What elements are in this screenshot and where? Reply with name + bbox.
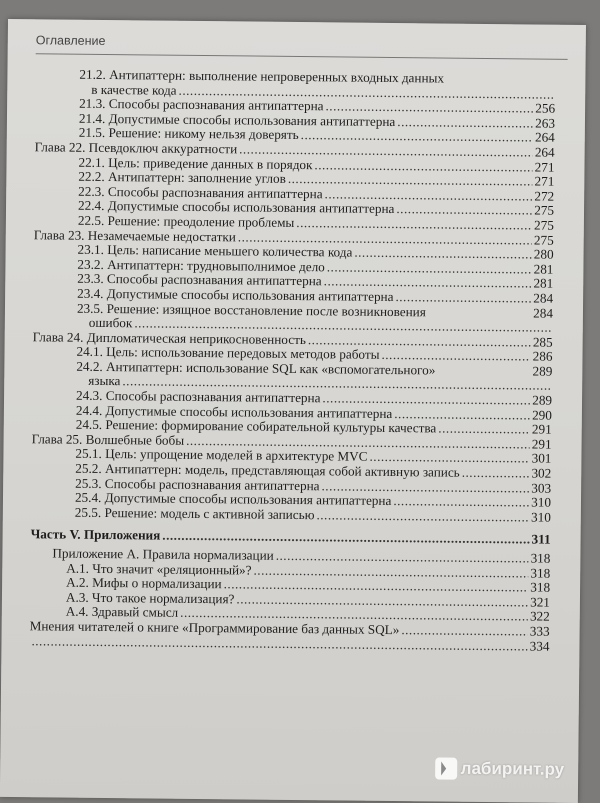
toc-entry-title: 21.5. Решение: никому нельзя доверять bbox=[78, 125, 299, 143]
toc-entry-title: Мнения читателей о книге «Программирование баз данных SQL» bbox=[29, 618, 400, 638]
toc-entry-page: 289 bbox=[532, 392, 553, 408]
toc-entry-title: 24.2. Антипаттерн: использование SQL как «вспомогательного» bbox=[76, 358, 436, 378]
toc-entry-title: Приложение А. Правила нормализации bbox=[52, 545, 274, 563]
toc-entry-title: А.4. Здравый смысл bbox=[65, 603, 179, 621]
toc-entry-page: 264 bbox=[534, 129, 555, 146]
toc-entry-page: 291 bbox=[531, 436, 552, 452]
toc-entry-title: 22.3. Способы распознавания антипаттерна bbox=[78, 183, 323, 202]
toc-entry-title: 22.4. Допустимые способы использования антипаттерна bbox=[77, 198, 395, 217]
toc-entry-title: 25.5. Решение: модель с активной записью bbox=[74, 504, 315, 523]
toc-entry-page: 291 bbox=[531, 421, 552, 437]
toc-entry-title: А.3. Что такое нормализация? bbox=[65, 589, 235, 607]
toc-entry-page: 286 bbox=[532, 348, 553, 364]
toc-entry-title: Часть V. Приложения bbox=[30, 526, 161, 544]
toc-entry-title: Глава 24. Дипломатическая неприкосновенность bbox=[32, 328, 306, 347]
toc-entry-page: 289 bbox=[532, 363, 553, 379]
toc-entry-title: 23.3. Способы распознавания антипаттерна bbox=[77, 271, 322, 289]
toc-entry-page: 303 bbox=[531, 480, 552, 496]
toc-entry-title: А.2. Мифы о нормализации bbox=[66, 574, 222, 592]
toc-entry-title: 22.2. Антипаттерн: заполнение углов bbox=[78, 168, 286, 187]
toc-entry-page: 311 bbox=[531, 531, 551, 548]
toc-entry-title: в качестве кода bbox=[91, 81, 177, 98]
toc-entry-title: языка bbox=[88, 373, 121, 389]
toc-entry-title: ошибок bbox=[88, 314, 133, 331]
toc-entry-page: 275 bbox=[534, 202, 555, 219]
toc-entry-page: 310 bbox=[530, 509, 551, 525]
toc-entry-title: 24.1. Цель: использование передовых методов работы bbox=[76, 343, 380, 363]
toc-entry-title: А.1. Что значит «реляционный»? bbox=[66, 560, 252, 578]
toc-entry-page: 271 bbox=[534, 159, 555, 175]
toc-leader-dots bbox=[393, 494, 529, 510]
toc-entry-page: 318 bbox=[530, 565, 551, 581]
toc-entry-title: 22.1. Цель: приведение данных в порядок bbox=[78, 154, 313, 172]
toc-entry-page: 281 bbox=[533, 261, 554, 277]
toc-entry-title: Глава 22. Псевдоключ аккуратности bbox=[34, 139, 238, 157]
toc-entry-title: 25.4. Допустимые способы использования антипаттерна bbox=[74, 489, 392, 509]
toc-entry-page: 284 bbox=[533, 290, 554, 306]
toc-entry-page: 302 bbox=[531, 465, 552, 481]
toc-entry-title: 25.3. Способы распознавания антипаттерна bbox=[75, 475, 320, 493]
toc-entry-title: 22.5. Решение: преодоление проблемы bbox=[77, 212, 295, 230]
toc-entry-title: 23.5. Решение: изящное восстановление после возникновения bbox=[76, 300, 426, 319]
toc-entry-page: 272 bbox=[534, 188, 555, 204]
book-page bbox=[0, 19, 586, 803]
toc-entry-title: 25.1. Цель: упрощение моделей в архитектуре MVC bbox=[75, 446, 368, 465]
toc-entry-title: Глава 23. Незамечаемые недостатки bbox=[33, 226, 236, 244]
toc-leader-dots bbox=[316, 508, 529, 525]
toc-entry-page: 318 bbox=[530, 550, 551, 566]
toc-entry-page: 322 bbox=[529, 608, 550, 625]
toc-entry-title: 23.2. Антипаттерн: трудновыполнимое дело bbox=[77, 256, 325, 275]
toc-spacer bbox=[435, 374, 532, 375]
toc-entry-page: 264 bbox=[534, 144, 555, 160]
toc-entry-page: 290 bbox=[532, 407, 552, 423]
toc-entry-page: 318 bbox=[530, 579, 551, 595]
toc-leader-dots bbox=[438, 422, 530, 438]
toc-entry-title: 24.5. Решение: формирование собирательной культуры качества bbox=[75, 416, 437, 436]
table-of-contents bbox=[29, 67, 555, 654]
toc-entry-page: 280 bbox=[533, 246, 554, 262]
toc-part-heading bbox=[31, 528, 551, 548]
toc-entry-page: 263 bbox=[535, 115, 556, 131]
toc-leader-dots bbox=[397, 115, 533, 131]
watermark bbox=[435, 757, 565, 780]
toc-entry-title: 21.2. Антипаттерн: выполнение непроверенных входных данных bbox=[79, 66, 445, 86]
toc-entry-title: 23.4. Допустимые способы использования антипаттерна bbox=[77, 285, 394, 304]
toc-entry-page: 333 bbox=[529, 623, 550, 639]
toc-entry-page: 284 bbox=[533, 304, 554, 321]
toc-entry-page: 334 bbox=[529, 638, 550, 654]
toc-leader-dots bbox=[401, 623, 528, 639]
toc-leader-dots bbox=[396, 202, 532, 218]
toc-leader-dots bbox=[162, 529, 529, 547]
toc-entry-title: 21.4. Допустимые способы использования антипаттерна bbox=[78, 110, 396, 129]
toc-entry-title: Глава 25. Волшебные бобы bbox=[31, 431, 185, 448]
toc-leader-dots bbox=[462, 466, 530, 481]
running-head: Оглавление bbox=[35, 33, 106, 48]
toc-entry-page: 321 bbox=[530, 594, 551, 610]
labirint-logo-icon bbox=[435, 757, 457, 779]
watermark-text: лабиринт.ру bbox=[460, 758, 565, 779]
toc-entry-page: 275 bbox=[533, 232, 554, 248]
toc-entry-page: 256 bbox=[535, 100, 556, 116]
toc-entry-page: 275 bbox=[534, 217, 554, 233]
toc-entry-page: 285 bbox=[532, 334, 553, 350]
header-rule bbox=[36, 53, 568, 60]
toc-entry-title: 25.2. Антипаттерн: модель, представляющая собой активную запись bbox=[75, 460, 460, 480]
toc-entry-page: 271 bbox=[534, 173, 555, 189]
toc-spacer bbox=[444, 83, 555, 84]
toc-entry-page: 281 bbox=[533, 275, 554, 292]
toc-entry-title: 24.3. Способы распознавания антипаттерна bbox=[76, 387, 321, 406]
toc-entry-page: 301 bbox=[531, 450, 552, 467]
toc-entry-title: 23.1. Цель: написание меньшего количества кода bbox=[77, 241, 353, 260]
toc-entry-title: 24.4. Допустимые способы использования антипаттерна bbox=[75, 402, 393, 421]
toc-entry-page: 310 bbox=[531, 494, 552, 510]
toc-spacer bbox=[426, 316, 533, 317]
toc-entry-title: 21.3. Способы распознавания антипаттерна bbox=[79, 95, 324, 114]
